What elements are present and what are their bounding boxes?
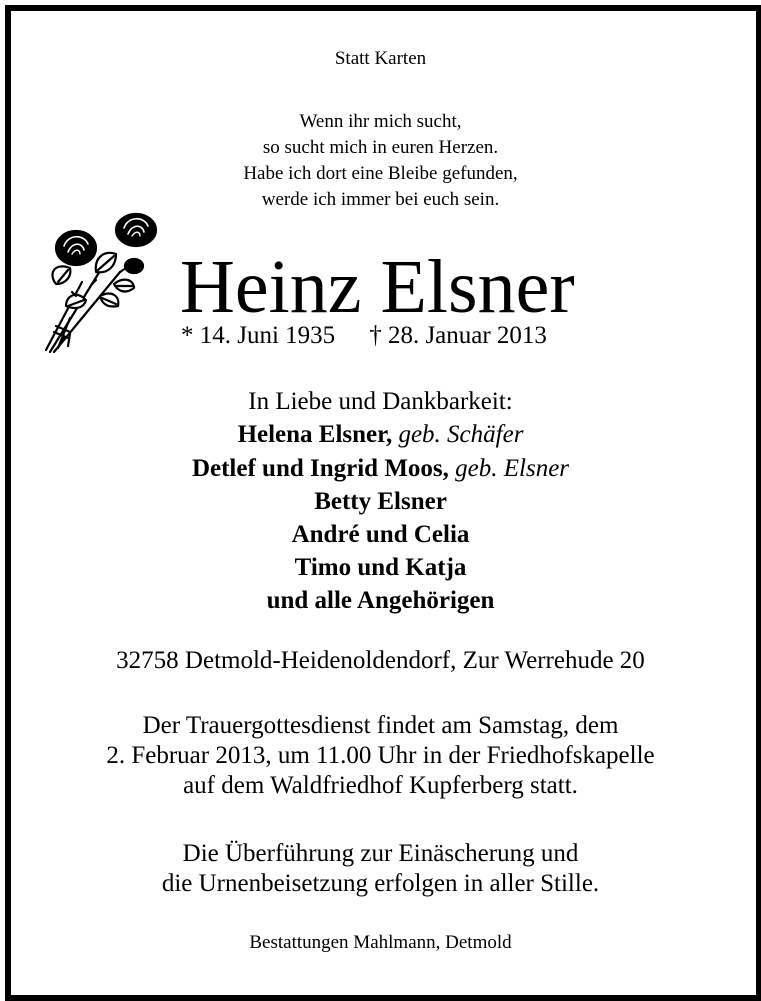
- poem-line: werde ich immer bei euch sein.: [261, 189, 500, 210]
- death-date: † 28. Januar 2013: [369, 322, 547, 349]
- deceased-name: Heinz Elsner: [180, 245, 575, 329]
- mourner-note: geb. Elsner: [455, 455, 570, 482]
- mourner-name: André und Celia: [291, 521, 470, 548]
- poem-line: Wenn ihr mich sucht,: [299, 111, 462, 132]
- transfer-line: die Urnenbeisetzung erfolgen in aller Stille.: [161, 870, 600, 897]
- mourner-name: Detlef und Ingrid Moos,: [191, 455, 449, 482]
- poem-line: Habe ich dort eine Bleibe gefunden,: [243, 163, 518, 184]
- address: 32758 Detmold-Heidenoldendorf, Zur Werrehude 20: [116, 647, 645, 674]
- mourner-name: Betty Elsner: [314, 488, 447, 515]
- mourners-intro: In Liebe und Dankbarkeit:: [248, 388, 513, 415]
- mourner-name: und alle Angehörigen: [266, 587, 495, 614]
- rose-bouquet-icon: [36, 210, 166, 360]
- service-line: Der Trauergottesdienst findet am Samstag, dem: [142, 712, 619, 739]
- birth-date: * 14. Juni 1935: [181, 322, 336, 349]
- poem-line: so sucht mich in euren Herzen.: [262, 137, 499, 158]
- mourner-name: Helena Elsner,: [237, 421, 393, 448]
- undertaker: Bestattungen Mahlmann, Detmold: [249, 932, 512, 953]
- mourner-note: geb. Schäfer: [398, 421, 524, 448]
- header-text: Statt Karten: [334, 48, 427, 69]
- dates-line: [181, 322, 601, 350]
- mourner-line: [0, 421, 761, 449]
- mourner-line: [0, 455, 761, 483]
- service-line: 2. Februar 2013, um 11.00 Uhr in der Friedhofskapelle: [106, 742, 655, 769]
- service-line: auf dem Waldfriedhof Kupferberg statt.: [183, 772, 578, 799]
- mourner-name: Timo und Katja: [294, 554, 467, 581]
- transfer-line: Die Überführung zur Einäscherung und: [182, 840, 579, 867]
